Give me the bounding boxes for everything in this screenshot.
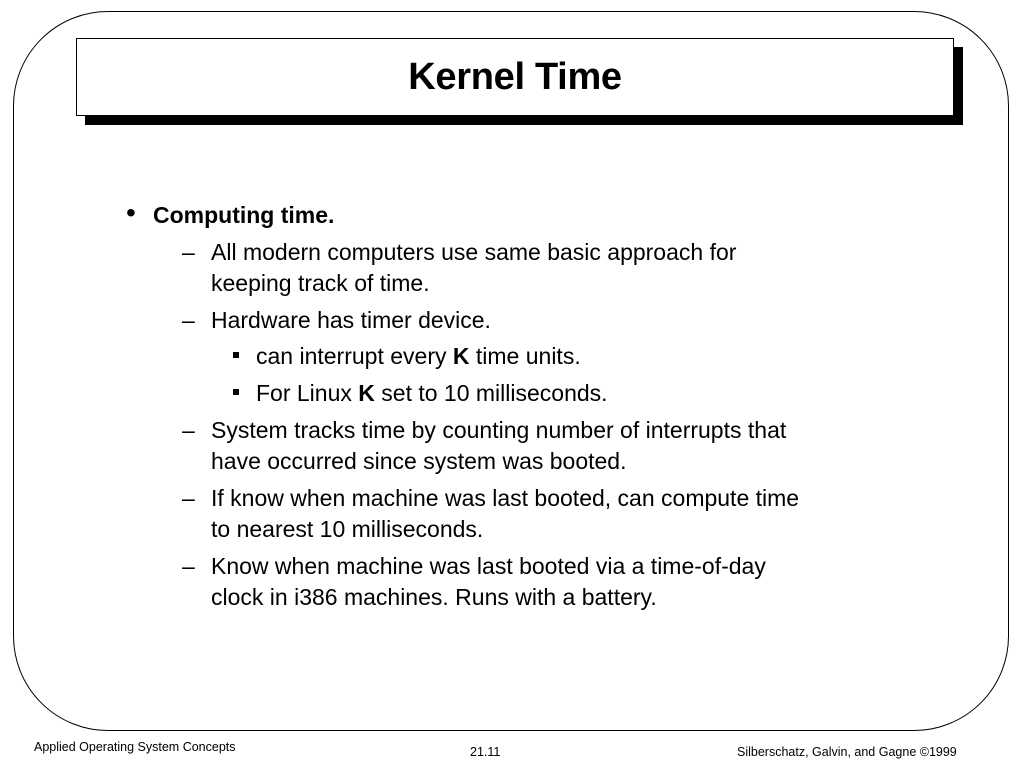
subbullet-system-tracks-line2: have occurred since system was booted. <box>211 448 627 474</box>
linux-text-pre: For Linux <box>256 380 359 406</box>
subsubbullet-linux-k <box>256 378 608 409</box>
footer-course-title: Applied Operating System Concepts <box>34 740 236 754</box>
subbullet-modern-computers-line1: All modern computers use same basic approach for <box>211 239 737 265</box>
dash-icon: – <box>182 417 195 443</box>
footer-page-number: 21.11 <box>470 745 501 759</box>
interrupt-text-post: time units. <box>469 343 581 369</box>
dash-icon: – <box>182 485 195 511</box>
dash-icon: – <box>182 307 195 333</box>
linux-text-post: set to 10 milliseconds. <box>374 380 608 406</box>
dash-icon: – <box>182 553 195 579</box>
k-symbol: K <box>358 380 375 406</box>
subbullet-last-booted-line2: to nearest 10 milliseconds. <box>211 516 484 542</box>
interrupt-text-pre: can interrupt every <box>256 343 453 369</box>
k-symbol: K <box>452 343 470 369</box>
dash-icon: – <box>182 239 195 265</box>
subbullet-last-booted-line1: If know when machine was last booted, can compute time <box>211 485 800 511</box>
square-bullet-icon <box>233 389 239 395</box>
slide-title: Kernel Time <box>408 55 622 98</box>
subbullet-time-of-day-line2: clock in i386 machines. Runs with a battery. <box>211 584 657 610</box>
square-bullet-icon <box>233 352 239 358</box>
subbullet-system-tracks-line1: System tracks time by counting number of interrupts that <box>211 417 787 443</box>
subbullet-hardware-timer: Hardware has timer device. <box>211 307 491 333</box>
subbullet-time-of-day-line1: Know when machine was last booted via a time-of-day <box>211 553 766 579</box>
bullet-computing-time: Computing time. <box>153 202 335 228</box>
subsubbullet-interrupt-every-k <box>256 341 581 372</box>
bullet-dot-icon: • <box>126 197 136 228</box>
footer-authors: Silberschatz, Galvin, and Gagne ©1999 <box>737 745 957 759</box>
subbullet-modern-computers-line2: keeping track of time. <box>211 270 430 296</box>
